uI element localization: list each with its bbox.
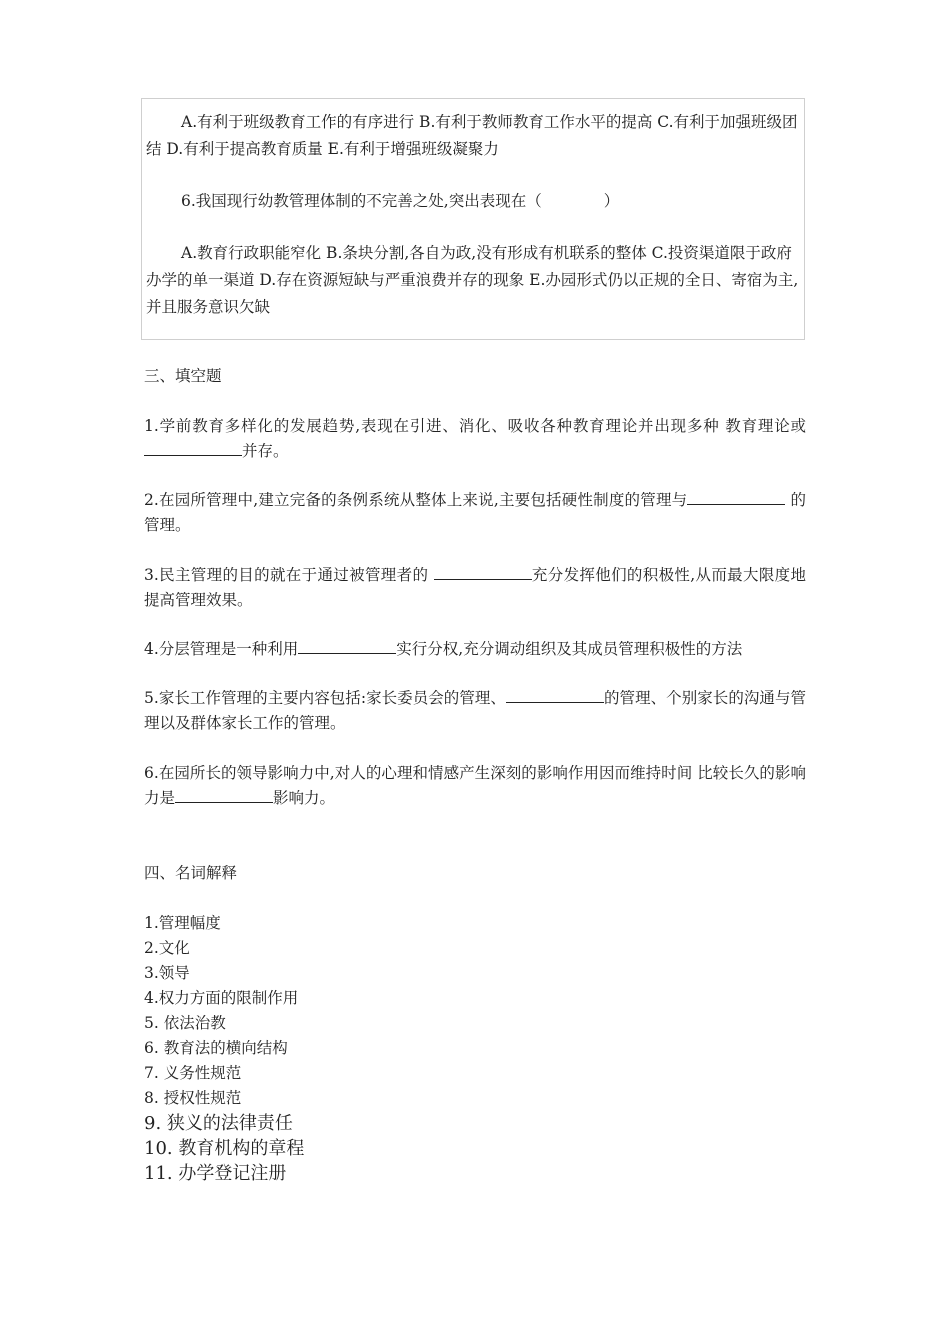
fill-question-4-text-a: 4.分层管理是一种利用 (144, 640, 299, 658)
answer-blank-6[interactable] (175, 787, 273, 803)
term-item: 9. 狭义的法律责任 (144, 1113, 293, 1134)
fill-question-1 (144, 414, 806, 464)
answer-blank-2[interactable] (687, 489, 785, 505)
term-item: 3.领导 (144, 964, 190, 982)
fill-question-5-text-a: 5.家长工作管理的主要内容包括:家长委员会的管理、 (144, 689, 506, 707)
fill-question-3-text-a: 3.民主管理的目的就在于通过被管理者的 (144, 566, 434, 584)
fill-question-6-text-a: 6.在园所长的领导影响力中,对人的心理和情感产生深刻的影响作用因而维持时间 比较长久的影响力是 (144, 764, 806, 807)
term-item: 5. 依法治教 (144, 1014, 226, 1032)
section-3-title: 三、填空题 (144, 367, 222, 385)
answer-blank-3[interactable] (434, 564, 532, 580)
term-list (144, 911, 304, 1186)
term-item: 2.文化 (144, 939, 190, 957)
fill-question-4-text-b: 实行分权,充分调动组织及其成员管理积极性的方法 (396, 640, 743, 658)
fill-question-5-text-b: 的管理、个别家长的沟通与管理以及群体家长工作的管理。 (144, 689, 806, 732)
fill-question-2-text-b: 的管理。 (144, 491, 806, 534)
fill-question-2-text-a: 2.在园所管理中,建立完备的条例系统从整体上来说,主要包括硬性制度的管理与 (144, 491, 688, 509)
answer-blank-5[interactable] (506, 687, 604, 703)
fill-question-3 (144, 563, 806, 613)
term-item: 11. 办学登记注册 (144, 1163, 287, 1184)
question-6-options: A.教育行政职能窄化 B.条块分割,各自为政,没有形成有机联系的整体 C.投资渠道限于政府办学的单一渠道 D.存在资源短缺与严重浪费并存的现象 E.办园形式仍以正规的全日、寄宿为主,并且服务意识欠缺 (146, 244, 799, 316)
previous-question-box (141, 98, 805, 340)
term-item: 8. 授权性规范 (144, 1089, 242, 1107)
term-item: 7. 义务性规范 (144, 1064, 242, 1082)
answer-blank-4[interactable] (298, 638, 396, 654)
fill-question-6 (144, 761, 806, 811)
fill-question-1-text-a: 1.学前教育多样化的发展趋势,表现在引进、消化、吸收各种教育理论并出现多种 教育理论或 (144, 417, 806, 435)
term-item: 6. 教育法的横向结构 (144, 1039, 288, 1057)
fill-question-6-text-b: 影响力。 (273, 789, 336, 807)
fill-question-1-text-b: 并存。 (242, 442, 289, 460)
question-5-options: A.有利于班级教育工作的有序进行 B.有利于教师教育工作水平的提高 C.有利于加强班级团结 D.有利于提高教育质量 E.有利于增强班级凝聚力 (146, 113, 798, 158)
fill-question-5 (144, 686, 806, 736)
term-item: 10. 教育机构的章程 (144, 1138, 305, 1159)
fill-question-2 (144, 488, 806, 538)
section-4-title: 四、名词解释 (144, 864, 238, 882)
term-item: 4.权力方面的限制作用 (144, 989, 299, 1007)
answer-blank-1[interactable] (144, 440, 242, 456)
question-6-stem: 6.我国现行幼教管理体制的不完善之处,突出表现在（ ） (181, 192, 620, 210)
fill-question-4 (144, 637, 806, 662)
fill-question-3-text-b: 充分发挥他们的积极性,从而最大限度地提高管理效果。 (144, 566, 806, 609)
term-item: 1.管理幅度 (144, 914, 221, 932)
